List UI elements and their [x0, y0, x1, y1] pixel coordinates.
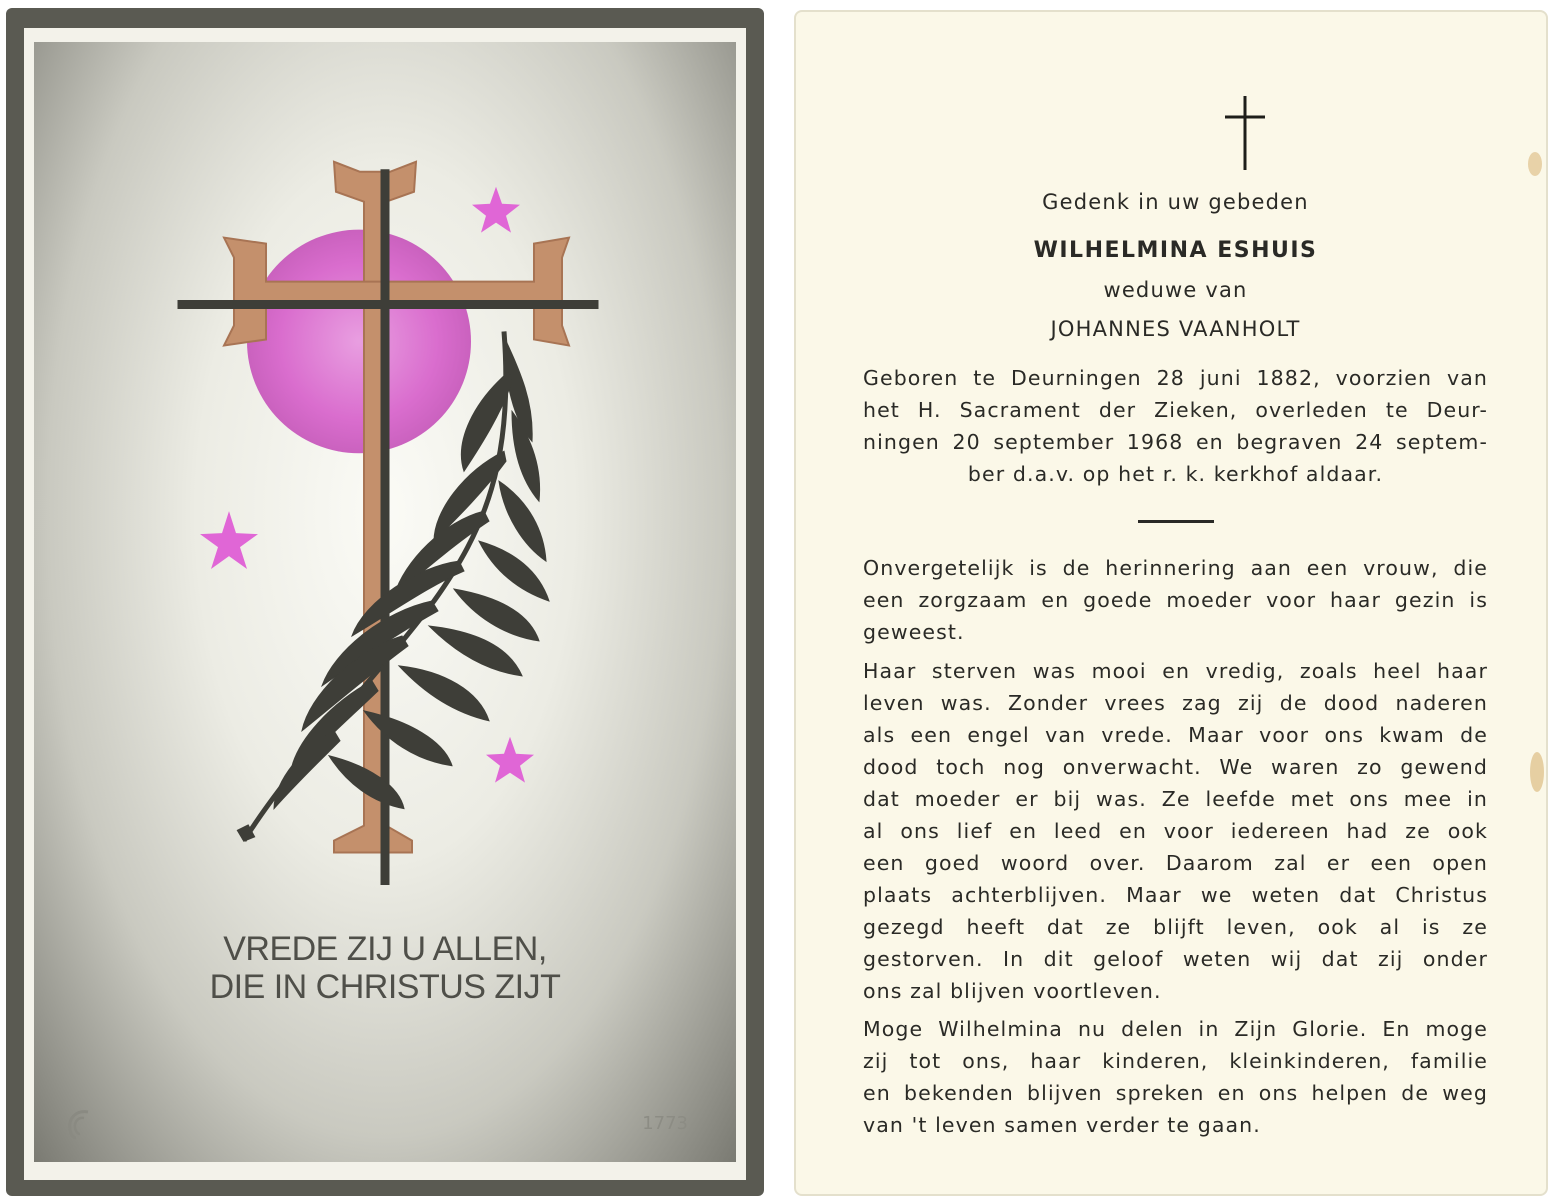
biography-line: ber d.a.v. op het r. k. kerkhof aldaar.: [967, 462, 1384, 486]
paper-stain: [1528, 152, 1542, 176]
paragraph-line: plaats achterblijven. Maar we weten dat Christus: [863, 883, 1488, 907]
paragraph-line: gestorven. In dit geloof weten wij dat zij onder: [863, 947, 1488, 971]
prayer-card-front: [6, 8, 764, 1196]
paper-stain: [1530, 752, 1544, 792]
relation-line: weduwe van: [1103, 278, 1248, 302]
spouse-name: JOHANNES VAANHOLT: [1050, 317, 1301, 341]
intro-line: Gedenk in uw gebeden: [1042, 190, 1309, 214]
sun-disc-icon: [247, 230, 471, 454]
printer-logo-icon: [64, 1106, 94, 1140]
motto-line-1: VREDE ZIJ U ALLEN,: [223, 930, 547, 968]
prayer-card-back: [794, 10, 1548, 1196]
paragraph-line: geweest.: [863, 620, 965, 644]
paragraph-line: leven was. Zonder vrees zag zij de dood naderen: [863, 691, 1488, 715]
paragraph-line: van 't leven samen verder te gaan.: [863, 1113, 1261, 1137]
paragraph-line: al ons lief en leed en voor iedereen had ze ook: [863, 819, 1488, 843]
motto-line-2: DIE IN CHRISTUS ZIJT: [209, 968, 561, 1006]
paragraph-line: een zorgzaam en goede moeder voor haar gezin is: [863, 588, 1488, 612]
paragraph-line: dood toch nog onverwacht. We waren zo gewend: [863, 755, 1488, 779]
card-code: 1773: [642, 1113, 688, 1134]
memorial-paragraph-2: [863, 655, 1488, 1007]
deceased-name: WILHELMINA ESHUIS: [1033, 238, 1318, 263]
paragraph-line: en bekenden blijven spreken en ons helpen de weg: [863, 1081, 1488, 1105]
card-front-panel: [34, 42, 736, 1162]
biography-line: ningen 20 september 1968 en begraven 24 septem-: [863, 430, 1488, 454]
paragraph-line: dat moeder er bij was. Ze leefde met ons mee in: [863, 787, 1488, 811]
paragraph-line: Onvergetelijk is de herinnering aan een vrouw, die: [863, 556, 1488, 580]
paragraph-line: gezegd heeft dat ze blijft leven, ook al is ze: [863, 915, 1488, 939]
memorial-paragraph-1: [863, 552, 1488, 648]
card-front-white-frame: [24, 28, 746, 1180]
biography-line: Geboren te Deurningen 28 juni 1882, voorzien van: [863, 366, 1488, 390]
motto-text: [34, 930, 736, 1006]
paragraph-line: als een engel van vrede. Maar voor ons kwam de: [863, 723, 1488, 747]
cross-icon: [1225, 96, 1265, 170]
paragraph-line: Haar sterven was mooi en vredig, zoals heel haar: [863, 659, 1488, 683]
paragraph-line: een goed woord over. Daarom zal er een open: [863, 851, 1488, 875]
paragraph-line: Moge Wilhelmina nu delen in Zijn Glorie. En moge: [863, 1017, 1488, 1041]
biography-paragraph: [863, 362, 1488, 490]
divider-rule: [1138, 520, 1214, 523]
paragraph-line: ons zal blijven voortleven.: [863, 979, 1162, 1003]
memorial-paragraph-3: [863, 1013, 1488, 1141]
biography-line: het H. Sacrament der Zieken, overleden te Deur-: [863, 398, 1488, 422]
paragraph-line: zij tot ons, haar kinderen, kleinkinderen, familie: [863, 1049, 1488, 1073]
